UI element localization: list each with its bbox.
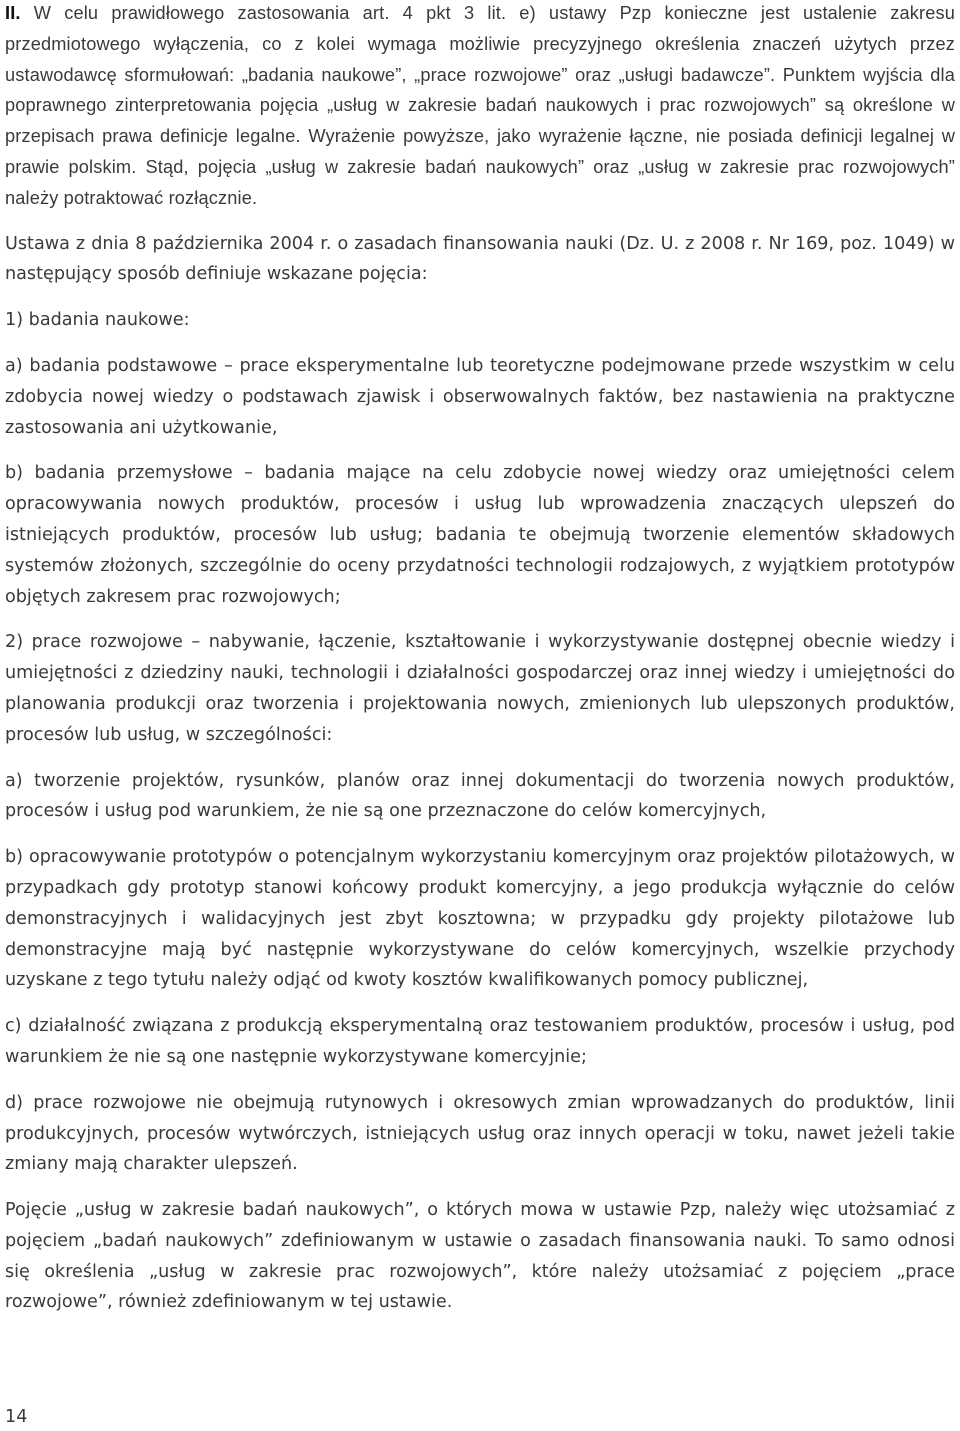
section-intro-text-b: Wyrażenie powyższe, jako wyrażenie łączne, nie posiada definicji legalnej w prawie polskim. Stąd, pojęcia „usług w zakresie badań naukowych” oraz „usług w zakresie prac rozwojowych” należy potraktować rozłącznie. (5, 126, 956, 208)
act-intro-paragraph: Ustawa z dnia 8 października 2004 r. o zasadach finansowania nauki (Dz. U. z 2008 r. Nr 169, poz. 1049) w następujący sposób definiuje wskazane pojęcia: (5, 233, 955, 285)
section-number: II. (5, 3, 21, 23)
definition-2c-paragraph: c) działalność związana z produkcją eksperymentalną oraz testowaniem produktów, procesów i usług, pod warunkiem że nie są one następnie wykorzystywane komercyjnie; (5, 1016, 955, 1067)
definition-1b-paragraph: b) badania przemysłowe – badania mające na celu zdobycie nowej wiedzy oraz umiejętności celem opracowywania nowych produktów, procesów i usług lub wprowadzenia znaczących ulepszeń do istniejących produktów, procesów lub usług; badania te obejmują tworzenie elementów składowych systemów złożonych, szczególnie do oceny przydatności technologii rodzajowych, z wyjątkiem prototypów objętych zakresem prac rozwojowych; (5, 463, 955, 607)
conclusion-paragraph: Pojęcie „usług w zakresie badań naukowych”, o których mowa w ustawie Pzp, należy więc utożsamiać z pojęciem „badań naukowych” zdefiniowanym w ustawie o zasadach finansowania nauki. To samo odnosi się określenia „usług w zakresie prac rozwojowych”, które należy utożsamiać z pojęciem „prace rozwojowe”, również zdefiniowanym w tej ustawie. (5, 1200, 955, 1313)
definition-2b-paragraph: b) opracowywanie prototypów o potencjalnym wykorzystaniu komercyjnym oraz projektów pilotażowych, w przypadkach gdy prototyp stanowi końcowy produkt komercyjny, a jego produkcja wyłącznie do celów demonstracyjnych i walidacyjnych jest zbyt kosztowna; w przypadku gdy projekty pilotażowe lub demonstracyjne mają być następnie wykorzystywane do celów komercyjnych, wszelkie przychody uzyskane z tego tytułu należy odjąć od kwoty kosztów kwalifikowanych pomocy publicznej, (5, 847, 955, 991)
definition-1-heading: 1) badania naukowe: (5, 310, 190, 331)
definition-2a-paragraph: a) tworzenie projektów, rysunków, planów oraz innej dokumentacji do tworzenia nowych produktów, procesów i usług pod warunkiem, że nie są one przeznaczone do celów komercyjnych, (5, 770, 955, 822)
definition-2d-paragraph: d) prace rozwojowe nie obejmują rutynowych i okresowych zmian wprowadzanych do produktów, linii produkcyjnych, procesów wytwórczych, istniejących usług oraz innych operacji w toku, nawet jeżeli takie zmiany mają charakter ulepszeń. (5, 1092, 955, 1175)
section-intro-paragraph (5, 0, 955, 214)
section-intro-text-a: W celu prawidłowego zastosowania art. 4 pkt 3 lit. e) ustawy Pzp konieczne jest ustalenie zakresu przedmiotowego wyłączenia, co z kolei wymaga możliwie precyzyjnego określenia znaczeń użytych przez ustawodawcę sformułowań: „badania naukowe”, „prace rozwojowe” oraz „usługi badawcze”. Punktem wyjścia dla poprawnego zinterpretowania pojęcia „usług w zakresie badań naukowych i prac rozwojowych” są określone w przepisach prawa definicje legalne. (5, 3, 956, 147)
definition-2-paragraph: 2) prace rozwojowe – nabywanie, łączenie, kształtowanie i wykorzystywanie dostępnej obecnie wiedzy i umiejętności z dziedziny nauki, technologii i działalności gospodarczej oraz innej wiedzy i umiejętności do planowania produkcji oraz tworzenia i projektowania nowych, zmienionych lub ulepszonych produktów, procesów lub usług, w szczególności: (5, 632, 955, 745)
page-number: 14 (5, 1407, 28, 1427)
document-page (5, 0, 955, 1318)
definition-1a-paragraph: a) badania podstawowe – prace eksperymentalne lub teoretyczne podejmowane przede wszystkim w celu zdobycia nowej wiedzy o podstawach zjawisk i obserwowalnych faktów, bez nastawienia na praktyczne zastosowania ani użytkowanie, (5, 355, 955, 438)
